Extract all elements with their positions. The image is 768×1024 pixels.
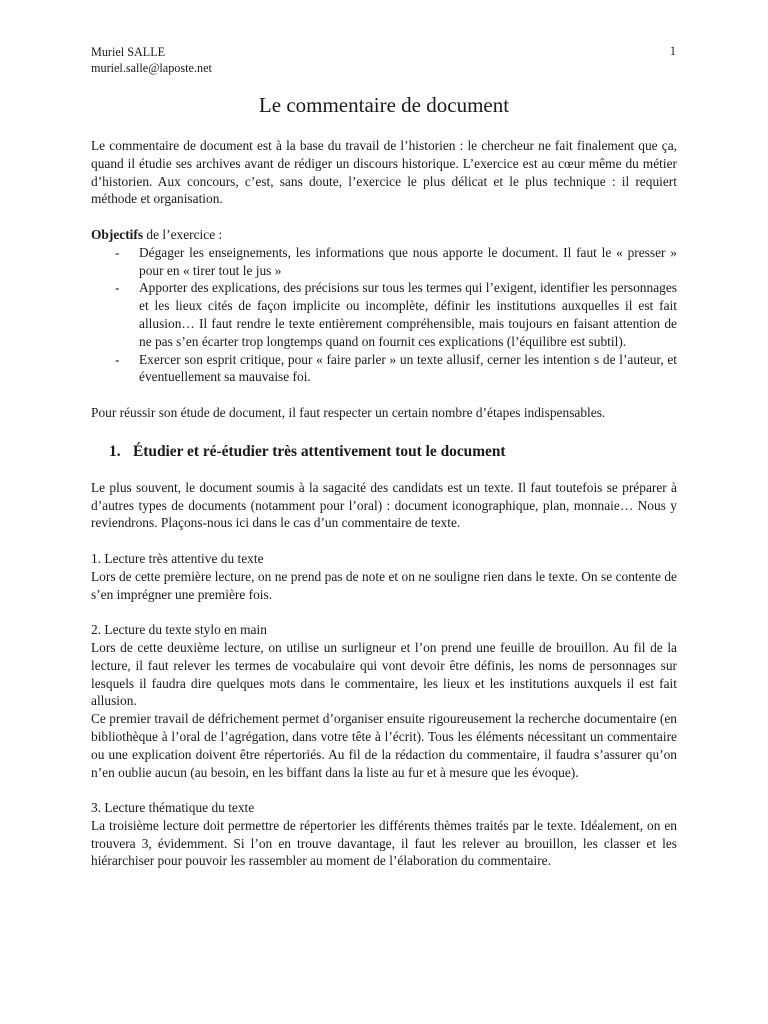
list-item — [91, 351, 677, 387]
subsection-3-text: La troisième lecture doit permettre de répertorier les différents thèmes traités par le texte. Idéalement, on en trouvera 3, évidemment. Si l’on en trouve davantage, il faut les relever au brouillon, les classer et les hiérarchiser pour pouvoir les rassembler au moment de l’élaboration du commentaire. — [91, 817, 677, 869]
section-1-heading — [91, 442, 677, 462]
objectives-list — [91, 244, 677, 386]
section-1-number: 1. — [109, 442, 121, 460]
document-title: Le commentaire de document — [258, 93, 510, 117]
subsection-1-title: 1. Lecture très attentive du texte — [91, 550, 264, 566]
objectives-heading — [91, 226, 677, 244]
objectives-heading-bold: Objectifs — [91, 226, 144, 242]
section-1-title: Étudier et ré-étudier très attentivement tout le document — [133, 442, 506, 460]
header-author: Muriel SALLE — [91, 45, 166, 59]
page-number: 1 — [669, 44, 676, 58]
header-email: muriel.salle@laposte.net — [91, 61, 212, 75]
intro-paragraph: Le commentaire de document est à la base du travail de l’historien : le chercheur ne fait finalement que ça, quand il étudie ses archives avant de rédiger un discours historique. L’exercice est au cœur même du métier d’historien. Aux concours, c’est, sans doute, l’exercice le plus délicat et le plus technique : il requiert méthode et organisation. — [91, 138, 677, 207]
subsection-1-text: Lors de cette première lecture, on ne prend pas de note et on ne souligne rien dans le texte. On se contente de s’en imprégner une première fois. — [91, 568, 677, 602]
list-item-text: Dégager les enseignements, les informations que nous apporte le document. Il faut le « presser » pour en « tirer tout le jus » — [139, 244, 677, 278]
list-item-text: Exercer son esprit critique, pour « faire parler » un texte allusif, cerner les intention s de l’auteur, et éventuellement sa mauvaise foi. — [139, 351, 677, 385]
dash-bullet: - — [115, 244, 120, 260]
dash-bullet: - — [115, 280, 120, 296]
objectives-heading-rest: de l’exercice : — [143, 226, 223, 242]
list-item — [91, 279, 677, 350]
subsection-3-title: 3. Lecture thématique du texte — [91, 800, 255, 816]
list-item-text: Apporter des explications, des précisions sur tous les termes qui l’exigent, identifier les personnages et les lieux cités de façon implicite ou incomplète, définir les institutions auxquelles il est fait allusion… Il faut rendre le texte entièrement compréhensible, mais toujours en faisant attention de ne pas s’en écarter trop longtemps quand on fournit ces explications (l’équilibre est subtil). — [139, 280, 677, 349]
subsection-2-text-2: Ce premier travail de défrichement permet d’organiser ensuite rigoureusement la recherche documentaire (en bibliothèque à l’oral de l’agrégation, dans votre tête à l’écrit). Tous les éléments nécessitant un commentaire ou une explication doivent être répertoriés. Au fil de la rédaction du commentaire, il faudra s’assurer qu’on n’en oublie aucun (au besoin, en les biffant dans la liste au fur et à mesure que les évoque). — [91, 711, 677, 780]
subsection-2-title: 2. Lecture du texte stylo en main — [91, 622, 267, 638]
steps-intro-paragraph: Pour réussir son étude de document, il faut respecter un certain nombre d’étapes indispensables. — [91, 404, 606, 420]
subsection-2-text-1: Lors de cette deuxième lecture, on utilise un surligneur et l’on prend une feuille de brouillon. Au fil de la lecture, il faut relever les termes de vocabulaire qui vont devoir être définis, les noms de personnages sur lesquels il faudra dire quelques mots dans le commentaire, les lieux et les institutions auxquels il est fait allusion. — [91, 639, 677, 709]
dash-bullet: - — [115, 351, 120, 367]
section-1-intro: Le plus souvent, le document soumis à la sagacité des candidats est un texte. Il faut toutefois se préparer à d’autres types de documents (notamment pour l’oral) : document iconographique, plan, monnaie… Nous y reviendrons. Plaçons-nous ici dans le cas d’un commentaire de texte. — [91, 479, 677, 531]
list-item — [91, 244, 677, 280]
